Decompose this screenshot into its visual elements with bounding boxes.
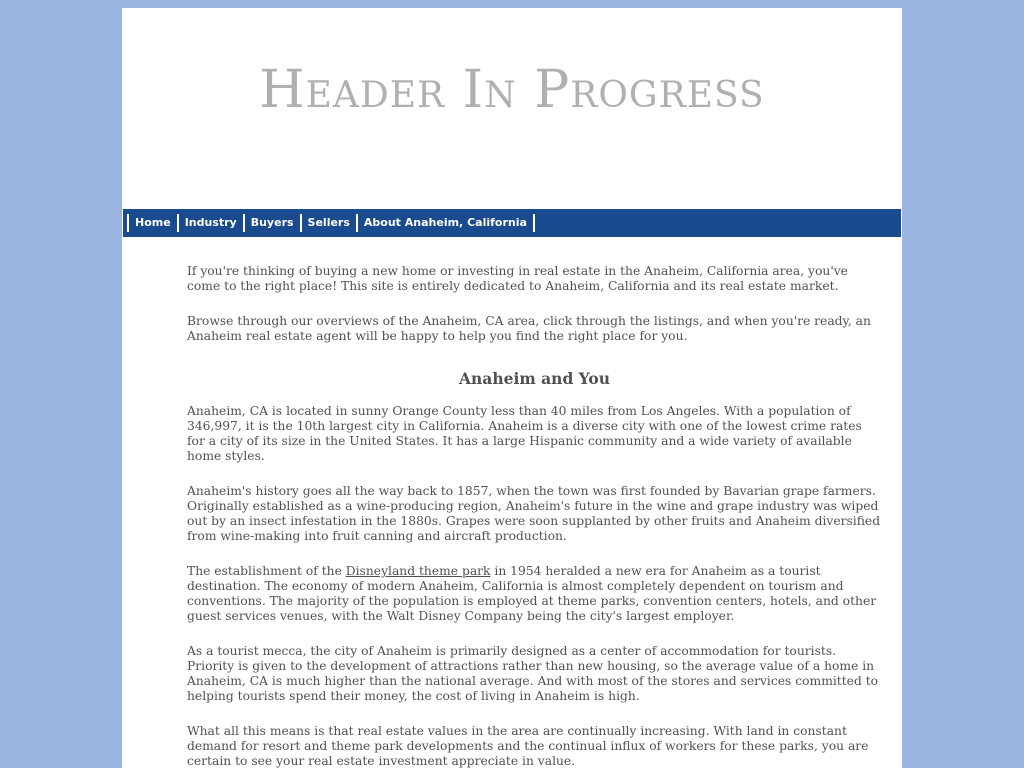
- body-paragraph-3: [187, 564, 882, 624]
- nav-item-sellers[interactable]: Sellers: [300, 214, 356, 232]
- nav-item-about-anaheim[interactable]: About Anaheim, California: [356, 214, 535, 232]
- section-heading: Anaheim and You: [458, 369, 611, 388]
- paragraph-text: The establishment of the: [187, 564, 346, 578]
- disneyland-link[interactable]: Disneyland theme park: [345, 564, 491, 578]
- site-header: [122, 8, 902, 209]
- intro-paragraph-2: Browse through our overviews of the Anaheim, CA area, click through the listings, and when you're ready, an Anaheim real estate agent will be happy to help you find the right place for you.: [187, 314, 871, 343]
- header-title: Header In Progress: [259, 60, 765, 120]
- nav-item-buyers[interactable]: Buyers: [243, 214, 300, 232]
- body-paragraph-4: As a tourist mecca, the city of Anaheim is primarily designed as a center of accommodation for tourists. Priority is given to the development of attractions rather than new housing, so the average value of a home in Anaheim, CA is much higher than the national average. And with most of the stores and services committed to helping tourists spend their money, the cost of living in Anaheim is high.: [187, 644, 879, 703]
- body-paragraph-1: Anaheim, CA is located in sunny Orange County less than 40 miles from Los Angeles. With a population of 346,997, it is the 10th largest city in California. Anaheim is a diverse city with one of the lowest crime rates for a city of its size in the United States. It has a large Hispanic community and a wide variety of available home styles.: [187, 404, 862, 463]
- page-container: [122, 8, 902, 768]
- nav-item-home[interactable]: Home: [127, 214, 177, 232]
- main-content: [187, 264, 882, 768]
- paragraph-text: in 1954 heralded a new era for Anaheim as a tourist destination. The economy of modern Anaheim, California is almost completely dependent on tourism and conventions. The majority of the population is employed at theme parks, convention centers, hotels, and other guest services venues, with the Walt Disney Company being the city's largest employer.: [187, 564, 877, 623]
- nav-item-industry[interactable]: Industry: [177, 214, 243, 232]
- intro-paragraph-1: If you're thinking of buying a new home or investing in real estate in the Anaheim, California area, you've come to the right place! This site is entirely dedicated to Anaheim, California and its real estate market.: [187, 264, 848, 293]
- body-paragraph-2: Anaheim's history goes all the way back to 1857, when the town was first founded by Bavarian grape farmers. Originally established as a wine-producing region, Anaheim's future in the wine and grape industry was wiped out by an insect infestation in the 1880s. Grapes were soon supplanted by other fruits and Anaheim diversified from wine-making into fruit canning and aircraft production.: [187, 484, 881, 543]
- main-nav: [123, 209, 901, 237]
- body-paragraph-5: What all this means is that real estate values in the area are continually increasing. With land in constant demand for resort and theme park developments and the continual influx of workers for these parks, you are certain to see your real estate investment appreciate in value.: [187, 724, 869, 768]
